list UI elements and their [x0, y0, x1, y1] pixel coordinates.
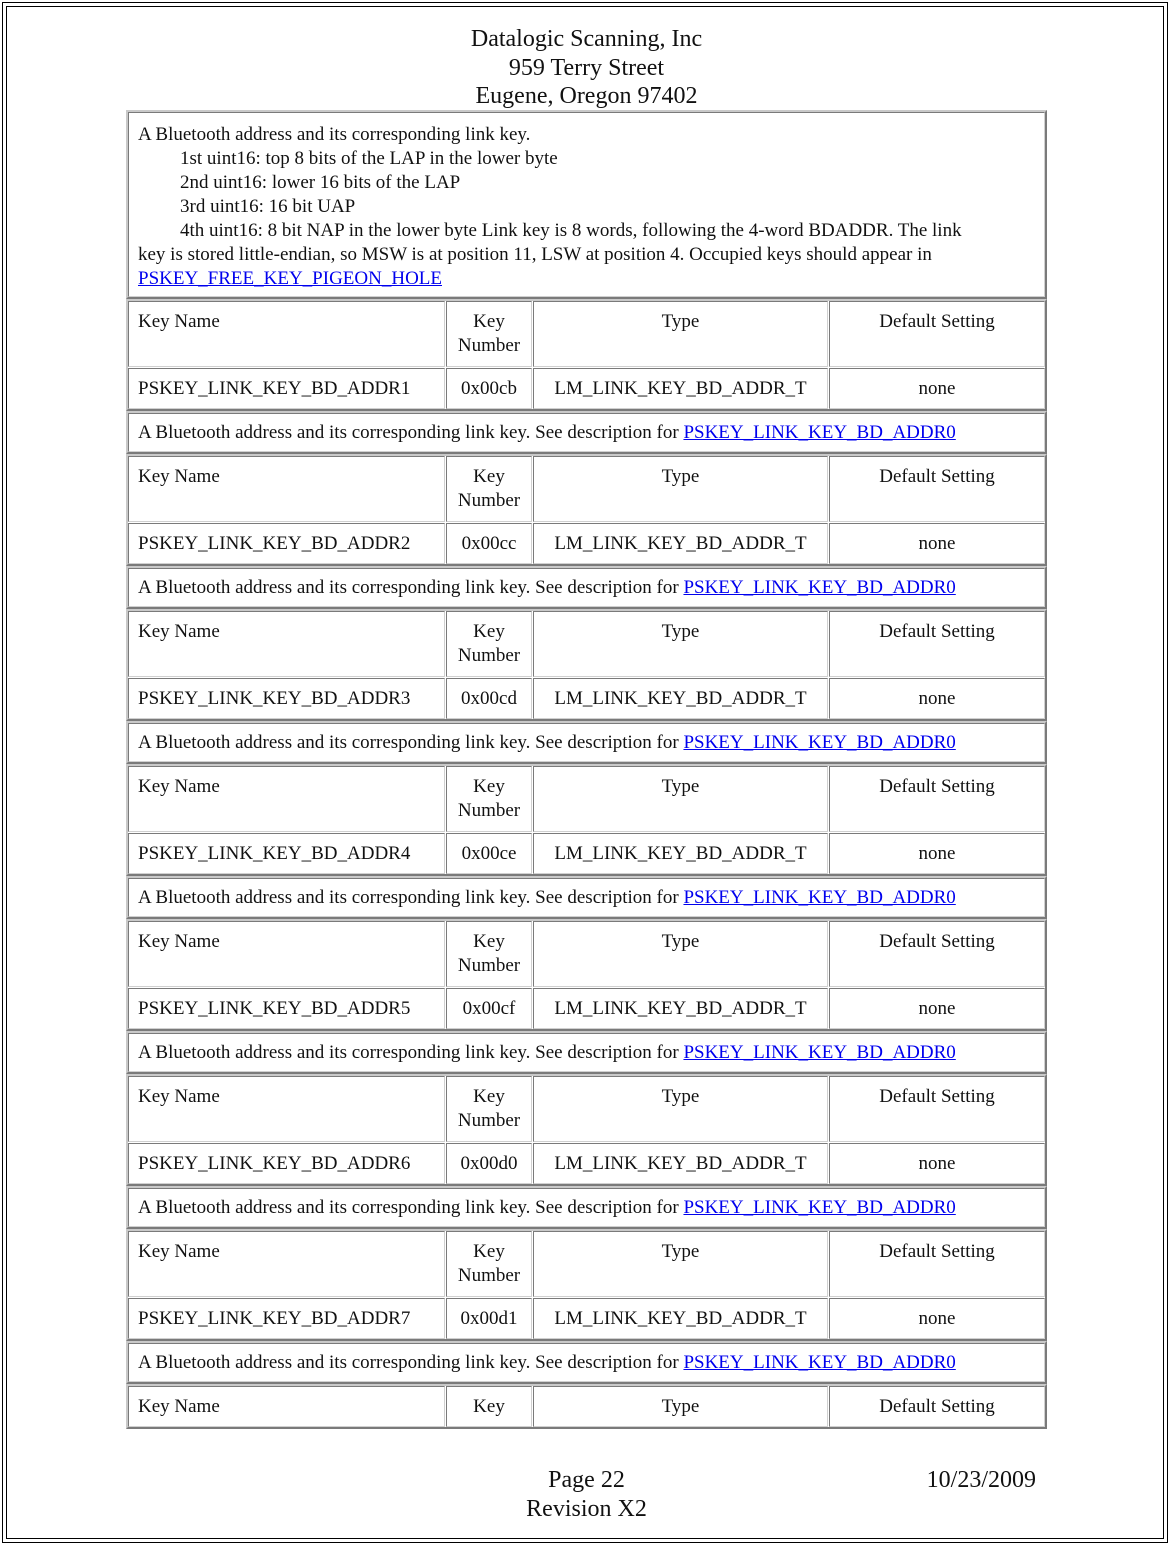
header-number-label: Number — [457, 955, 521, 976]
key-description-text: A Bluetooth address and its corresponding link key. See description for — [138, 732, 679, 753]
header-key-number — [446, 456, 532, 522]
header-key-name: Key Name — [128, 766, 445, 832]
key-number-value: 0x00d1 — [446, 1298, 532, 1339]
key-number-value: 0x00cb — [446, 368, 532, 409]
key-description-box — [126, 411, 1047, 454]
default-setting-value: none — [829, 678, 1045, 719]
header-type: Type — [533, 611, 828, 677]
key-number-value: 0x00cc — [446, 523, 532, 564]
type-value: LM_LINK_KEY_BD_ADDR_T — [533, 523, 828, 564]
header-default-setting: Default Setting — [829, 921, 1045, 987]
key-header-table — [126, 1384, 1047, 1429]
key-name-value: PSKEY_LINK_KEY_BD_ADDR7 — [128, 1298, 445, 1339]
key-name-value: PSKEY_LINK_KEY_BD_ADDR1 — [128, 368, 445, 409]
key-blocks — [126, 299, 1047, 1384]
revision: Revision X2 — [526, 1495, 647, 1522]
key-description-cell — [128, 568, 1045, 607]
header-key-label: Key — [473, 466, 505, 487]
key-number-value: 0x00cd — [446, 678, 532, 719]
header-key-number: Key — [446, 1386, 532, 1427]
default-setting-value: none — [829, 368, 1045, 409]
key-description-text: A Bluetooth address and its corresponding link key. See description for — [138, 887, 679, 908]
key-table — [126, 299, 1047, 411]
company-city: Eugene, Oregon 97402 — [475, 83, 698, 109]
pskey-link-key-bd-addr0-link[interactable]: PSKEY_LINK_KEY_BD_ADDR0 — [683, 422, 956, 443]
header-number-label: Number — [457, 800, 521, 821]
key-name-value: PSKEY_LINK_KEY_BD_ADDR4 — [128, 833, 445, 874]
header-key-number — [446, 301, 532, 367]
header-key-name: Key Name — [128, 301, 445, 367]
header-key-label: Key — [473, 931, 505, 952]
header-key-number — [446, 1231, 532, 1297]
header-number-label: Number — [457, 490, 521, 511]
intro-line: 2nd uint16: lower 16 bits of the LAP — [180, 172, 461, 193]
key-description-text: A Bluetooth address and its corresponding link key. See description for — [138, 577, 679, 598]
pskey-link-key-bd-addr0-link[interactable]: PSKEY_LINK_KEY_BD_ADDR0 — [683, 1197, 956, 1218]
key-name-value: PSKEY_LINK_KEY_BD_ADDR5 — [128, 988, 445, 1029]
key-description-box — [126, 566, 1047, 609]
key-table — [126, 1229, 1047, 1341]
type-value: LM_LINK_KEY_BD_ADDR_T — [533, 988, 828, 1029]
key-description-box — [126, 1031, 1047, 1074]
intro-line: 3rd uint16: 16 bit UAP — [180, 196, 356, 217]
company-name: Datalogic Scanning, Inc — [470, 26, 703, 52]
header-number-label: Number — [457, 645, 521, 666]
header-type: Type — [533, 1076, 828, 1142]
header-type: Type — [533, 301, 828, 367]
key-description-text: A Bluetooth address and its corresponding link key. See description for — [138, 422, 679, 443]
header-key-number — [446, 1076, 532, 1142]
key-description-cell — [128, 1343, 1045, 1382]
key-name-value: PSKEY_LINK_KEY_BD_ADDR3 — [128, 678, 445, 719]
header-number-label: Number — [457, 1265, 521, 1286]
page-number: Page 22 — [548, 1467, 625, 1493]
key-description-box — [126, 876, 1047, 919]
header-type: Type — [533, 456, 828, 522]
key-number-value: 0x00cf — [446, 988, 532, 1029]
header-default-setting: Default Setting — [829, 611, 1045, 677]
pskey-link-key-bd-addr0-link[interactable]: PSKEY_LINK_KEY_BD_ADDR0 — [683, 1042, 956, 1063]
default-setting-value: none — [829, 1298, 1045, 1339]
key-description-cell — [128, 1033, 1045, 1072]
pskey-link-key-bd-addr0-link[interactable]: PSKEY_LINK_KEY_BD_ADDR0 — [683, 887, 956, 908]
header-default-setting: Default Setting — [829, 1231, 1045, 1297]
intro-line: key is stored little-endian, so MSW is at position 11, LSW at position 4. Occupied keys should appear in — [138, 244, 932, 265]
header-number-label: Number — [457, 335, 521, 356]
pskey-link-key-bd-addr0-link[interactable]: PSKEY_LINK_KEY_BD_ADDR0 — [683, 1352, 956, 1373]
key-name-value: PSKEY_LINK_KEY_BD_ADDR2 — [128, 523, 445, 564]
pskey-link-key-bd-addr0-link[interactable]: PSKEY_LINK_KEY_BD_ADDR0 — [683, 577, 956, 598]
header-number-label: Number — [457, 1110, 521, 1131]
default-setting-value: none — [829, 523, 1045, 564]
key-table — [126, 1074, 1047, 1186]
header-default-setting: Default Setting — [829, 766, 1045, 832]
key-name-value: PSKEY_LINK_KEY_BD_ADDR6 — [128, 1143, 445, 1184]
header-type: Type — [533, 921, 828, 987]
header-key-name: Key Name — [128, 456, 445, 522]
key-description-text: A Bluetooth address and its corresponding link key. See description for — [138, 1352, 679, 1373]
default-setting-value: none — [829, 833, 1045, 874]
key-description-text: A Bluetooth address and its corresponding link key. See description for — [138, 1042, 679, 1063]
key-table — [126, 609, 1047, 721]
header-key-label: Key — [473, 1086, 505, 1107]
header-key-number — [446, 766, 532, 832]
type-value: LM_LINK_KEY_BD_ADDR_T — [533, 833, 828, 874]
type-value: LM_LINK_KEY_BD_ADDR_T — [533, 1298, 828, 1339]
header-key-name: Key Name — [128, 921, 445, 987]
key-description-box — [126, 1341, 1047, 1384]
key-description-cell — [128, 1188, 1045, 1227]
header-default-setting: Default Setting — [829, 301, 1045, 367]
header-key-name: Key Name — [128, 1076, 445, 1142]
type-value: LM_LINK_KEY_BD_ADDR_T — [533, 678, 828, 719]
header-key-name: Key Name — [128, 611, 445, 677]
key-number-value: 0x00d0 — [446, 1143, 532, 1184]
key-number-value: 0x00ce — [446, 833, 532, 874]
pskey-free-key-pigeon-hole-link[interactable]: PSKEY_FREE_KEY_PIGEON_HOLE — [138, 268, 442, 289]
header-default-setting: Default Setting — [829, 1076, 1045, 1142]
header-key-number — [446, 921, 532, 987]
header-type: Type — [533, 1386, 828, 1427]
footer-date: 10/23/2009 — [926, 1467, 1036, 1493]
header-key-number — [446, 611, 532, 677]
header-key-name: Key Name — [128, 1386, 445, 1427]
letterhead — [0, 25, 1173, 111]
company-street: 959 Terry Street — [508, 54, 665, 81]
default-setting-value: none — [829, 988, 1045, 1029]
intro-line: 1st uint16: top 8 bits of the LAP in the lower byte — [180, 148, 558, 169]
key-description-text: A Bluetooth address and its corresponding link key. See description for — [138, 1197, 679, 1218]
header-type: Type — [533, 766, 828, 832]
intro-line: 4th uint16: 8 bit NAP in the lower byte Link key is 8 words, following the 4-word BDADDR. The link — [180, 220, 962, 241]
key-description-box — [126, 721, 1047, 764]
key-description-cell — [128, 723, 1045, 762]
header-key-name: Key Name — [128, 1231, 445, 1297]
key-table — [126, 764, 1047, 876]
header-key-label: Key — [473, 621, 505, 642]
pskey-tables — [126, 110, 1047, 1429]
header-key-label: Key — [473, 1241, 505, 1262]
intro-description-cell — [128, 112, 1045, 297]
default-setting-value: none — [829, 1143, 1045, 1184]
key-description-cell — [128, 878, 1045, 917]
intro-description-box — [126, 110, 1047, 299]
header-key-label: Key — [473, 776, 505, 797]
type-value: LM_LINK_KEY_BD_ADDR_T — [533, 1143, 828, 1184]
header-default-setting: Default Setting — [829, 1386, 1045, 1427]
header-default-setting: Default Setting — [829, 456, 1045, 522]
key-description-box — [126, 1186, 1047, 1229]
header-type: Type — [533, 1231, 828, 1297]
key-description-cell — [128, 413, 1045, 452]
intro-line: A Bluetooth address and its corresponding link key. — [138, 124, 531, 145]
header-key-label: Key — [473, 311, 505, 332]
key-table — [126, 919, 1047, 1031]
type-value: LM_LINK_KEY_BD_ADDR_T — [533, 368, 828, 409]
pskey-link-key-bd-addr0-link[interactable]: PSKEY_LINK_KEY_BD_ADDR0 — [683, 732, 956, 753]
key-table — [126, 454, 1047, 566]
